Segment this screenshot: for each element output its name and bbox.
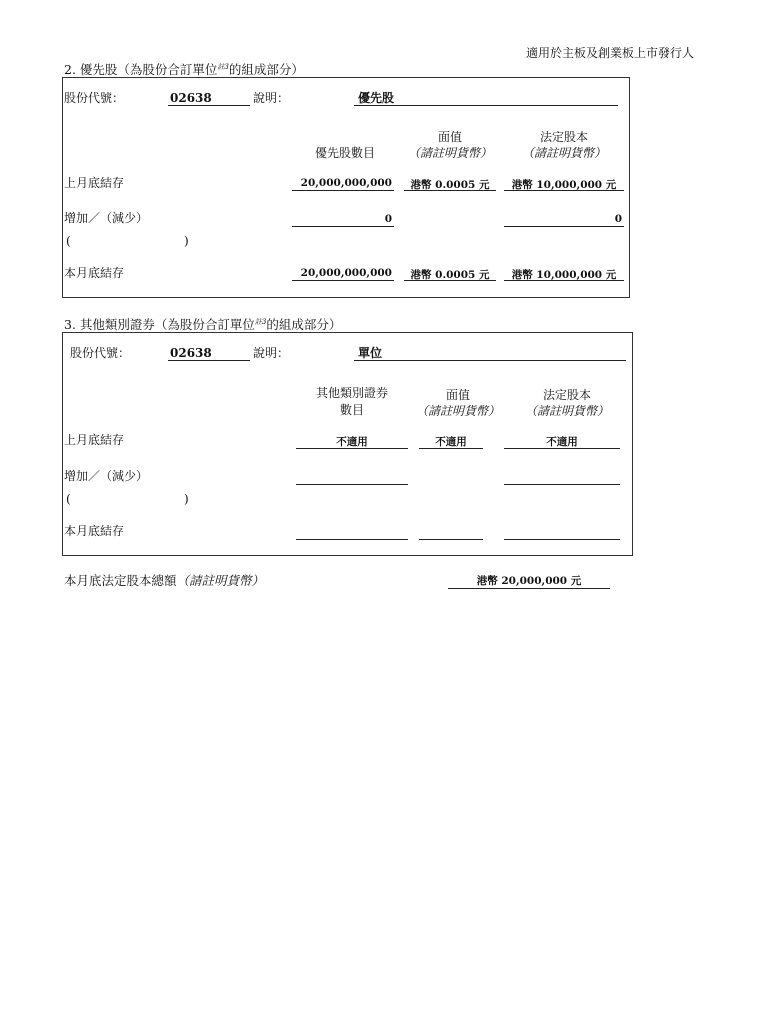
- other-col-shares-2: 數目: [339, 403, 364, 417]
- preference-prev-shares-line: [292, 190, 394, 191]
- other-col-shares-1: 其他類別證券: [315, 386, 388, 400]
- other-paren-close: ): [184, 492, 189, 506]
- preference-row-end: 本月底結存: [64, 266, 125, 280]
- other-stock-code-label: 股份代號：: [70, 346, 131, 360]
- preference-end-par: 港幣 0.0005 元: [410, 269, 490, 281]
- preference-description-underline: [354, 105, 618, 106]
- total-label-note: （請註明貨幣）: [176, 573, 265, 588]
- preference-title-post: 的組成部分）: [228, 62, 304, 77]
- preference-change-shares-line: [292, 226, 394, 227]
- preference-section-title: [64, 60, 304, 78]
- other-prev-par: 不適用: [435, 436, 467, 448]
- other-title-pre: 3. 其他類別證券（為股份合訂單位: [64, 317, 255, 332]
- preference-end-auth: 港幣 10,000,000 元: [511, 269, 617, 281]
- preference-row-change: 增加／（減少）: [64, 211, 149, 225]
- preference-end-par-line: [404, 280, 496, 281]
- other-end-shares-line: [296, 539, 408, 540]
- preference-change-auth: 0: [614, 213, 622, 225]
- other-col-par: 面值: [445, 388, 470, 402]
- preference-col-par-note: （請註明貨幣）: [407, 146, 492, 160]
- preference-change-auth-line: [504, 226, 624, 227]
- preference-col-auth: 法定股本: [539, 130, 588, 144]
- other-stock-code-underline: [168, 360, 250, 361]
- other-description-underline: [354, 360, 626, 361]
- total-value: 港幣 20,000,000 元: [476, 575, 582, 587]
- preference-prev-auth-line: [504, 190, 624, 191]
- other-change-shares-line: [296, 484, 408, 485]
- preference-stock-code-underline: [168, 105, 250, 106]
- preference-title-note: 註3: [217, 62, 229, 71]
- other-description-value: 單位: [358, 346, 383, 360]
- total-label-text: 本月底法定股本總額: [64, 573, 177, 588]
- preference-end-shares: 20,000,000,000: [300, 267, 392, 279]
- preference-change-shares: 0: [384, 213, 392, 225]
- other-change-auth-line: [504, 484, 620, 485]
- preference-prev-shares: 20,000,000,000: [300, 177, 392, 189]
- preference-description-value: 優先股: [358, 91, 395, 105]
- other-paren-open: (: [66, 492, 71, 506]
- preference-col-shares: 優先股數目: [314, 146, 375, 160]
- preference-col-auth-note: （請註明貨幣）: [521, 146, 606, 160]
- other-col-auth-note: （請註明貨幣）: [524, 404, 609, 418]
- preference-paren-open: (: [66, 234, 71, 248]
- preference-end-shares-line: [292, 280, 394, 281]
- other-description-label: 說明：: [253, 346, 290, 360]
- other-end-auth-line: [504, 539, 620, 540]
- preference-description-label: 說明：: [253, 91, 290, 105]
- other-prev-auth: 不適用: [546, 436, 578, 448]
- total-value-line: [448, 588, 610, 589]
- total-label: [64, 571, 264, 589]
- other-row-end: 本月底結存: [64, 524, 125, 538]
- other-prev-shares: 不適用: [336, 436, 368, 448]
- preference-prev-auth: 港幣 10,000,000 元: [511, 179, 617, 191]
- other-row-change: 增加／（減少）: [64, 469, 149, 483]
- preference-paren-close: ): [184, 234, 189, 248]
- preference-row-prev: 上月底結存: [64, 176, 125, 190]
- other-title-post: 的組成部分）: [266, 317, 342, 332]
- other-prev-par-line: [419, 448, 483, 449]
- preference-title-pre: 2. 優先股（為股份合訂單位: [64, 62, 218, 77]
- other-prev-auth-line: [504, 448, 620, 449]
- preference-col-par: 面值: [437, 130, 462, 144]
- applicable-to-text: 適用於主板及創業板上市發行人: [526, 46, 695, 60]
- preference-stock-code-label: 股份代號：: [64, 91, 125, 105]
- preference-prev-par-line: [404, 190, 496, 191]
- other-col-par-note: （請註明貨幣）: [415, 404, 500, 418]
- other-end-par-line: [419, 539, 483, 540]
- other-title-note: 註3: [254, 317, 267, 326]
- other-col-auth: 法定股本: [542, 388, 591, 402]
- other-row-prev: 上月底結存: [64, 433, 125, 447]
- preference-end-auth-line: [504, 280, 624, 281]
- preference-prev-par: 港幣 0.0005 元: [410, 179, 490, 191]
- other-prev-shares-line: [296, 448, 408, 449]
- other-stock-code-value: 02638: [170, 346, 212, 360]
- other-section-title: [64, 315, 341, 333]
- preference-stock-code-value: 02638: [170, 91, 212, 105]
